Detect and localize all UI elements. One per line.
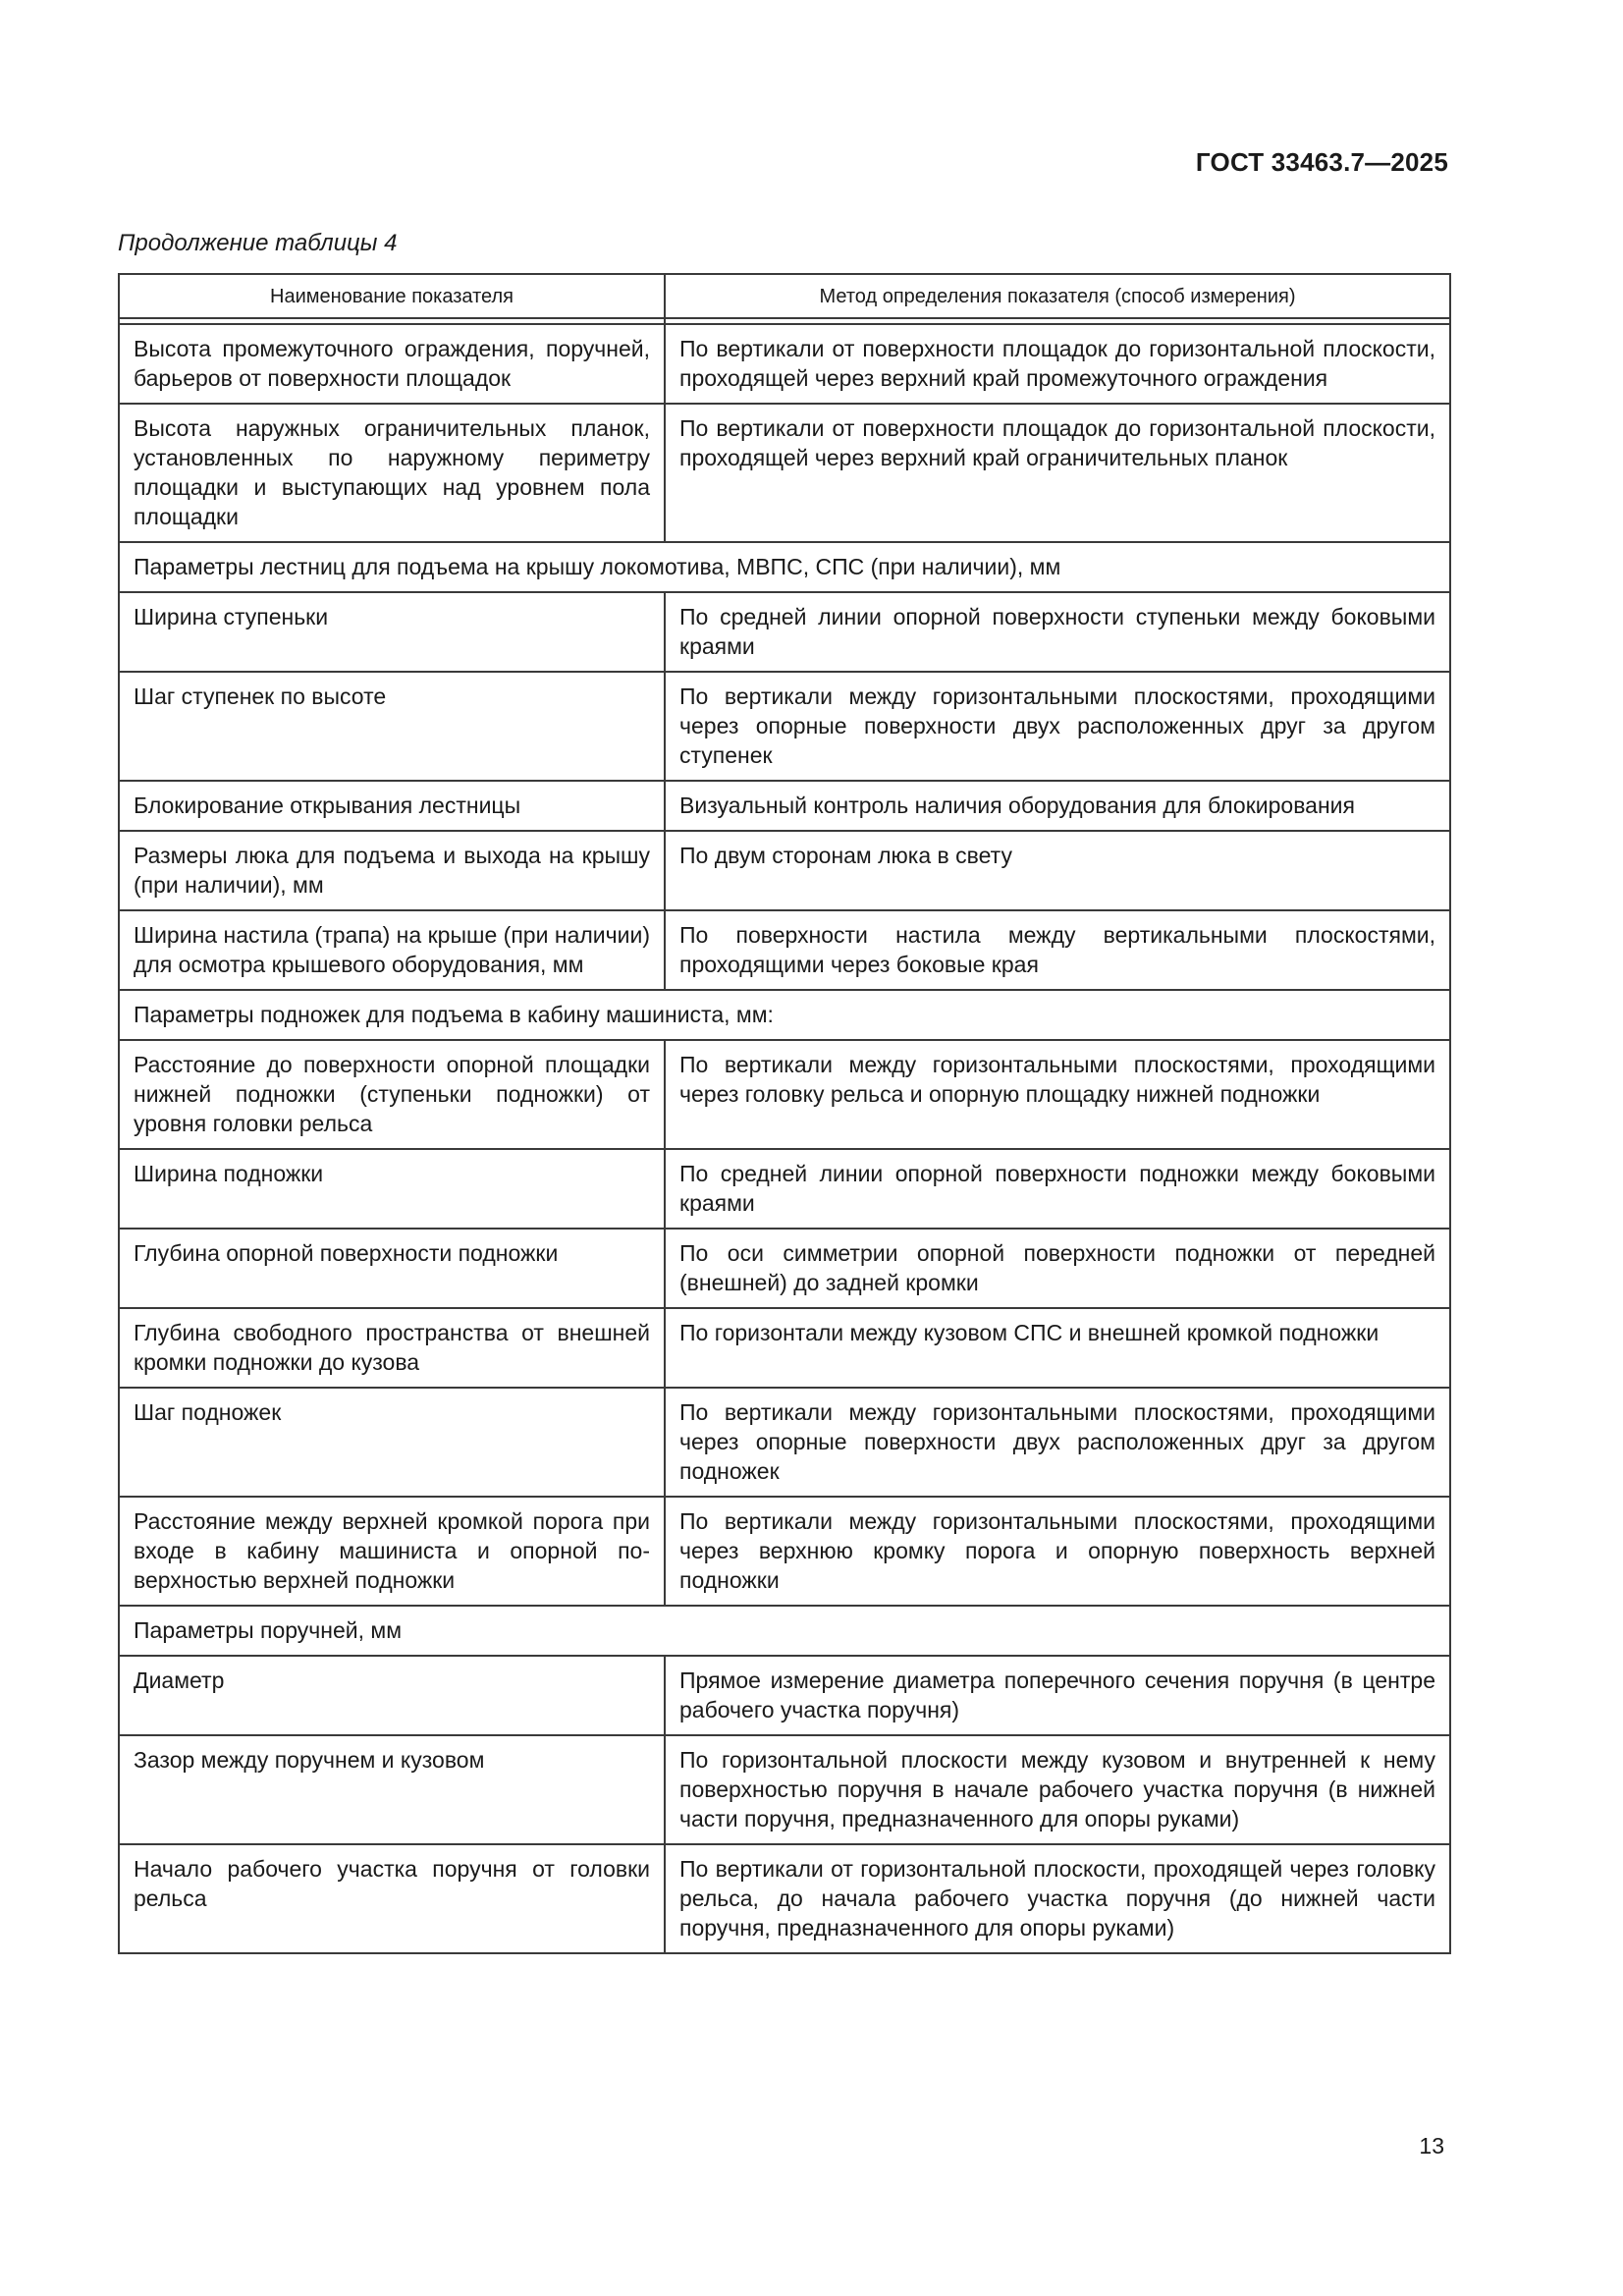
parameter-name-cell: Высота наружных ограничительных планок, установленных по наружному периметру площадки и выступающих над уровнем пола площадки — [119, 404, 665, 542]
table-row — [119, 1844, 1450, 1953]
parameter-name-cell: Ширина подножки — [119, 1149, 665, 1229]
page-number: 13 — [1419, 2133, 1444, 2159]
table-row — [119, 324, 1450, 404]
parameter-name-cell: Диаметр — [119, 1656, 665, 1735]
section-row — [119, 990, 1450, 1040]
measurement-method-cell: Прямое измерение диаметра поперечного сечения поручня (в центре рабочего участка поручня) — [665, 1656, 1450, 1735]
measurement-method-cell: По средней линии опорной поверхности подножки между боковыми краями — [665, 1149, 1450, 1229]
parameter-name-cell: Ширина настила (трапа) на крыше (при наличии) для осмотра крышевого оборудования, мм — [119, 910, 665, 990]
table-row — [119, 1229, 1450, 1308]
section-title: Параметры поручней, мм — [119, 1606, 1450, 1656]
table-row — [119, 1497, 1450, 1606]
measurement-method-cell: По горизонтальной плоскости между кузовом и внутренней к нему поверхностью поручня в начале рабочего участка поручня (в нижней части поручня, предназначенного для опоры руками) — [665, 1735, 1450, 1844]
parameter-name-cell: Блокирование открывания лестницы — [119, 781, 665, 831]
table-row — [119, 1388, 1450, 1497]
parameter-name-cell: Расстояние между верхней кромкой порога при входе в кабину машиниста и опорной поверхностью верхней подножки — [119, 1497, 665, 1606]
parameter-name-cell: Зазор между поручнем и кузовом — [119, 1735, 665, 1844]
measurement-method-cell: По двум сторонам люка в свету — [665, 831, 1450, 910]
table-row — [119, 910, 1450, 990]
measurement-method-cell: По вертикали между горизонтальными плоскостями, проходящими через опорные поверхности двух расположенных друг за другом подножек — [665, 1388, 1450, 1497]
section-row — [119, 1606, 1450, 1656]
parameter-name-cell: Глубина опорной поверхности подножки — [119, 1229, 665, 1308]
parameter-name-cell: Шаг подножек — [119, 1388, 665, 1497]
measurement-method-cell: По вертикали между горизонтальными плоскостями, проходящими через головку рельса и опорную площадку нижней подножки — [665, 1040, 1450, 1149]
measurement-method-cell: По вертикали между горизонтальными плоскостями, проходящими через опорные поверхности двух расположенных друг за другом ступенек — [665, 672, 1450, 781]
parameter-name-cell: Высота промежуточного ограждения, поручней, барьеров от поверхности площадок — [119, 324, 665, 404]
table-row — [119, 1308, 1450, 1388]
table-row — [119, 592, 1450, 672]
document-code: ГОСТ 33463.7—2025 — [1195, 147, 1448, 177]
table-row — [119, 404, 1450, 542]
table-body — [119, 324, 1450, 1953]
table-row — [119, 1656, 1450, 1735]
table-row — [119, 781, 1450, 831]
measurement-method-cell: По вертикали от поверхности площадок до горизонтальной плоскости, проходящей через верхний край промежуточного ограждения — [665, 324, 1450, 404]
table-row — [119, 1735, 1450, 1844]
measurement-method-cell: По вертикали от горизонтальной плоскости, проходящей через головку рельса, до начала рабочего участка поручня (до нижней части поручня, предназначенного для опоры руками) — [665, 1844, 1450, 1953]
parameter-name-cell: Размеры люка для подъема и выхода на крышу (при наличии), мм — [119, 831, 665, 910]
parameter-name-cell: Шаг ступенек по высоте — [119, 672, 665, 781]
measurement-method-cell: По поверхности настила между вертикальными плоскостями, проходящими через боковые края — [665, 910, 1450, 990]
table-caption: Продолжение таблицы 4 — [118, 230, 398, 256]
section-row — [119, 542, 1450, 592]
column-header-name: Наименование показателя — [119, 274, 665, 318]
table-row — [119, 1040, 1450, 1149]
column-header-method: Метод определения показателя (способ измерения) — [665, 274, 1450, 318]
measurement-method-cell: По средней линии опорной поверхности ступеньки между боковыми краями — [665, 592, 1450, 672]
measurement-method-cell: Визуальный контроль наличия оборудования для блокирования — [665, 781, 1450, 831]
section-title: Параметры подножек для подъема в кабину машиниста, мм: — [119, 990, 1450, 1040]
section-title: Параметры лестниц для подъема на крышу локомотива, МВПС, СПС (при наличии), мм — [119, 542, 1450, 592]
parameter-name-cell: Глубина свободного пространства от внешней кромки подножки до кузова — [119, 1308, 665, 1388]
parameter-name-cell: Начало рабочего участка поручня от головки рельса — [119, 1844, 665, 1953]
measurement-method-cell: По горизонтали между кузовом СПС и внешней кромкой подножки — [665, 1308, 1450, 1388]
table-row — [119, 831, 1450, 910]
parameter-name-cell: Ширина ступеньки — [119, 592, 665, 672]
table-row — [119, 672, 1450, 781]
measurement-method-cell: По вертикали между горизонтальными плоскостями, проходящими через верхнюю кромку порога и опорную поверхность верхней подножки — [665, 1497, 1450, 1606]
parameter-name-cell: Расстояние до поверхности опорной площадки нижней подножки (ступеньки подножки) от уровня головки рельса — [119, 1040, 665, 1149]
table-row — [119, 1149, 1450, 1229]
measurement-method-cell: По оси симметрии опорной поверхности подножки от передней (внешней) до задней кромки — [665, 1229, 1450, 1308]
measurement-method-cell: По вертикали от поверхности площадок до горизонтальной плоскости, проходящей через верхний край ограничительных планок — [665, 404, 1450, 542]
parameters-table — [118, 273, 1451, 1954]
